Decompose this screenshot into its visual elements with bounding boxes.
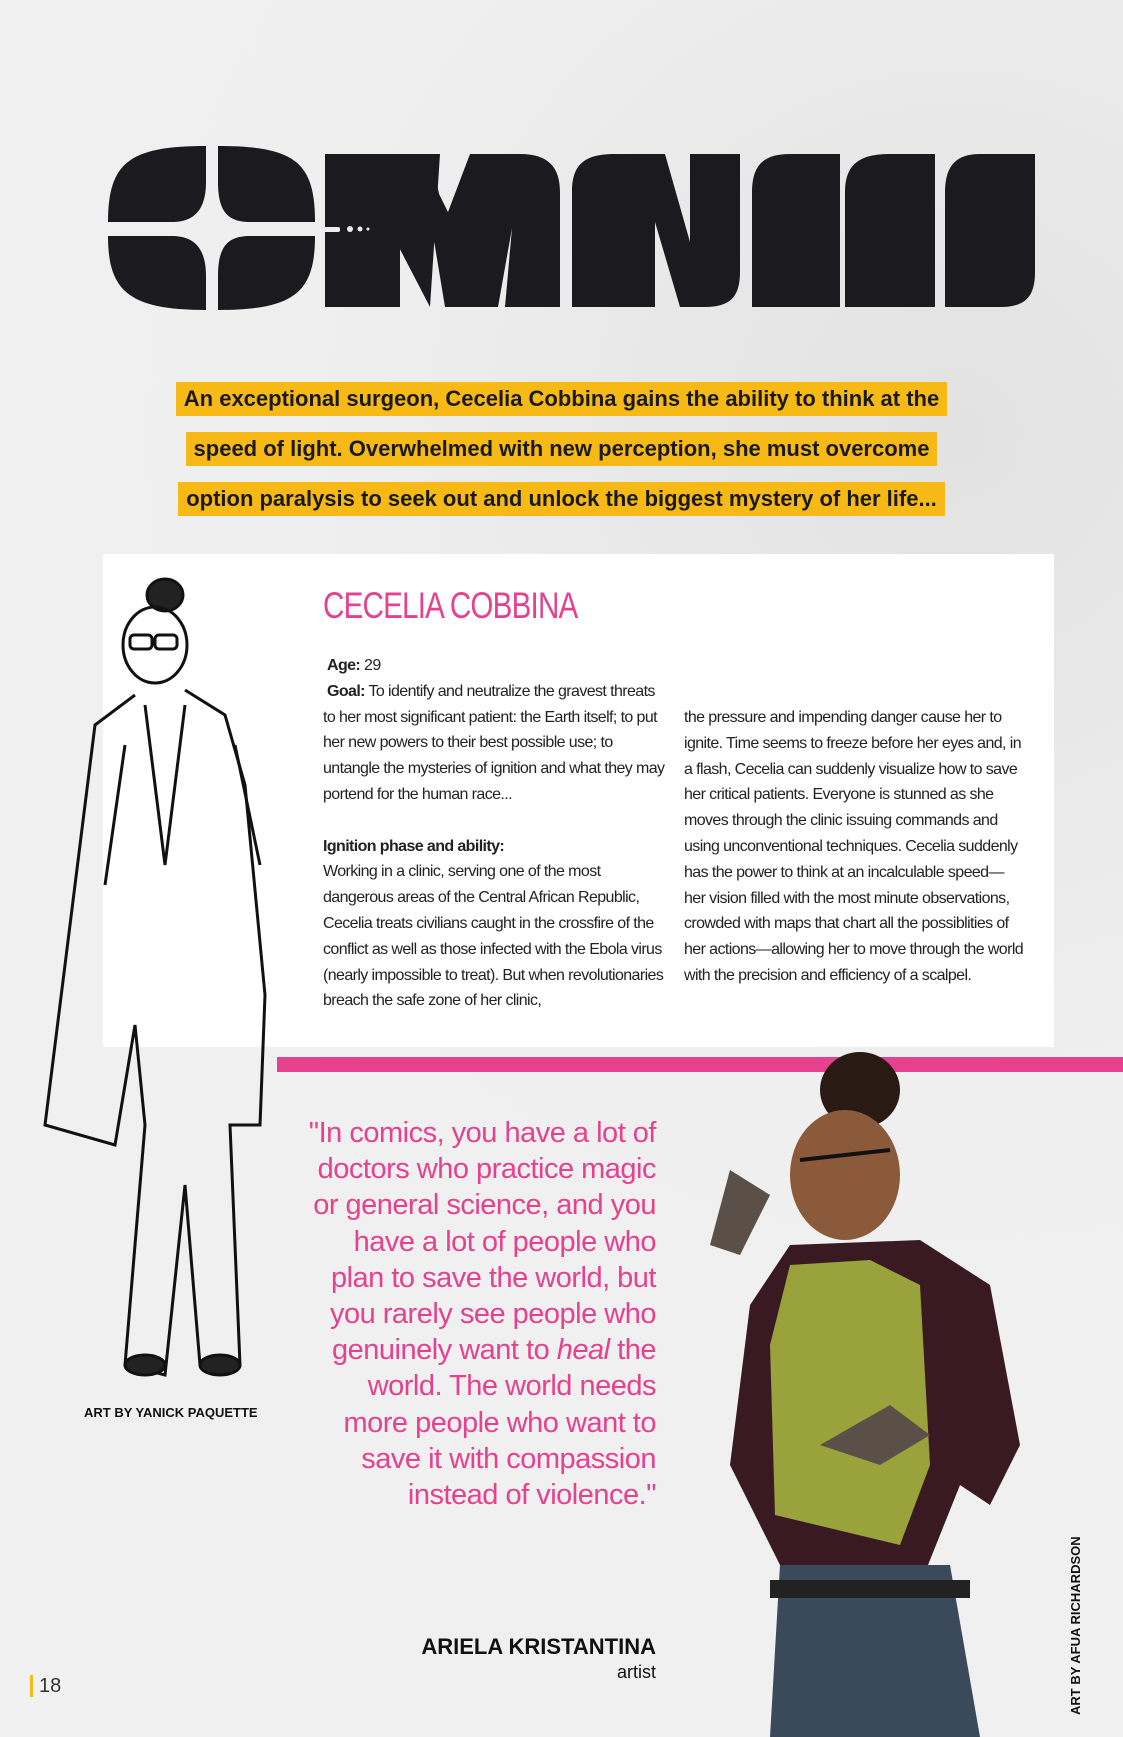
tagline-text: speed of light. Overwhelmed with new perception, she must overcome bbox=[186, 432, 938, 466]
tagline-line-2 bbox=[0, 432, 1123, 466]
goal-label: Goal: bbox=[327, 682, 365, 700]
ignition-text-part-1: Working in a clinic, serving one of the most dangerous areas of the Central African Republic, Cecelia treats civilians caught in the crossfire of the conflict as well as those infected with the Ebola virus (nearly impossible to treat). But when revolutionaries breach the safe zone of her clinic, bbox=[323, 863, 664, 1010]
ignition-label: Ignition phase and ability: bbox=[323, 837, 505, 855]
tagline-text: An exceptional surgeon, Cecelia Cobbina gains the ability to think at the bbox=[176, 382, 947, 416]
tagline-line-1 bbox=[0, 382, 1123, 416]
omni-logo bbox=[100, 142, 1035, 310]
ignition-text-part-2: the pressure and impending danger cause her to ignite. Time seems to freeze before her eyes and, in a flash, Cecelia can suddenly visualize how to save her critical patients. Everyone is stunned as she moves through the clinic issuing commands and using unconventional techniques. Cecelia suddenly has the power to think at an incalculable speed—her vision filled with the most minute observations, crowded with maps that chart all the possiblities of her actions—allowing her to move through the world with the precision and efficiency of a scalpel. bbox=[684, 709, 1024, 984]
quote-text-end: the world. The world needs more people who want to save it with compassion instead of violence." bbox=[343, 1334, 656, 1512]
profile-column-2 bbox=[684, 705, 1024, 989]
quote-emphasis: heal bbox=[556, 1334, 610, 1367]
character-name-heading: CECELIA COBBINA bbox=[323, 585, 578, 626]
quote-author: ARIELA KRISTANTINA bbox=[421, 1634, 656, 1659]
profile-column-1 bbox=[323, 653, 668, 1014]
pull-quote bbox=[300, 1115, 656, 1513]
art-credit-left: ART BY YANICK PAQUETTE bbox=[84, 1405, 258, 1420]
character-sketch-illustration bbox=[35, 565, 305, 1395]
art-credit-right: ART BY AFUA RICHARDSON bbox=[1068, 1536, 1083, 1715]
quote-author-role: artist bbox=[616, 1662, 656, 1682]
tagline-line-3 bbox=[0, 482, 1123, 516]
character-color-illustration bbox=[690, 1045, 1090, 1737]
goal-text: To identify and neutralize the gravest threats to her most significant patient: the Earth itself; to put her new powers to their best possible use; to untangle the mysteries of ignition and what they may portend for the human race... bbox=[323, 682, 665, 803]
age-value: 29 bbox=[364, 657, 381, 674]
tagline-text: option paralysis to seek out and unlock the biggest mystery of her life... bbox=[178, 482, 945, 516]
page-number: 18 bbox=[30, 1675, 61, 1697]
quote-text: "In comics, you have a lot of doctors who practice magic or general science, and you have a lot of people who plan to save the world, but you rarely see people who genuinely want to bbox=[308, 1117, 656, 1367]
age-label: Age: bbox=[327, 657, 361, 674]
